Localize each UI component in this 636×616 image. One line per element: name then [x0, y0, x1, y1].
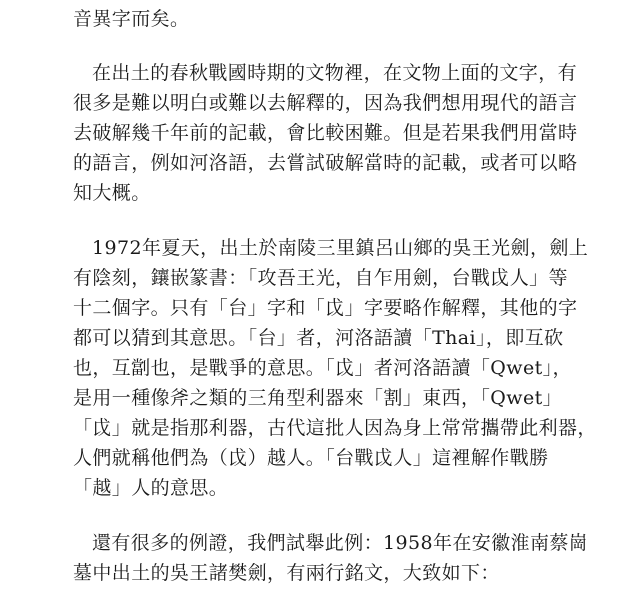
text-line: 也，互劏也，是戰爭的意思。「戉」者河洛語讀「Qwet」，	[73, 357, 572, 379]
text-line: 「越」人的意思。	[73, 477, 229, 499]
text-line: 很多是難以明白或難以去解釋的，因為我們想用現代的語言	[73, 92, 578, 114]
text-line: 的語言，例如河洛語，去嘗試破解當時的記載，或者可以略	[73, 152, 578, 174]
text-line: 都可以猜到其意思。「台」者，河洛語讀「Thai」，即互砍	[73, 327, 564, 349]
text-line: 人們就稱他們為（戉）越人。「台戰戉人」這裡解作戰勝	[73, 447, 549, 469]
text-line: 還有很多的例證，我們試舉此例：1958年在安徽淮南蔡崗	[92, 532, 589, 554]
text-line: 在出土的春秋戰國時期的文物裡，在文物上面的文字，有	[92, 62, 578, 84]
text-line: 十二個字。只有「台」字和「戉」字要略作解釋，其他的字	[73, 297, 578, 319]
text-line: 知大概。	[73, 182, 151, 204]
text-line: 去破解幾千年前的記載，會比較困難。但是若果我們用當時	[73, 122, 578, 144]
text-line: 有陰刻，鑲嵌篆書：「攻吾王光，自乍用劍，台戰戉人」等	[73, 267, 568, 289]
text-line: 「戉」就是指那利器，古代這批人因為身上常常攜帶此利器，	[73, 417, 597, 439]
text-line: 1972年夏天，出土於南陵三里鎮呂山鄉的吳王光劍，劍上	[92, 237, 589, 259]
text-line: 墓中出土的吳王諸樊劍，有兩行銘文，大致如下：	[73, 562, 500, 584]
text-line: 是用一種像斧之類的三角型利器來「割」東西，「Qwet」	[73, 387, 563, 409]
text-line: 音異字而矣。	[73, 8, 190, 30]
